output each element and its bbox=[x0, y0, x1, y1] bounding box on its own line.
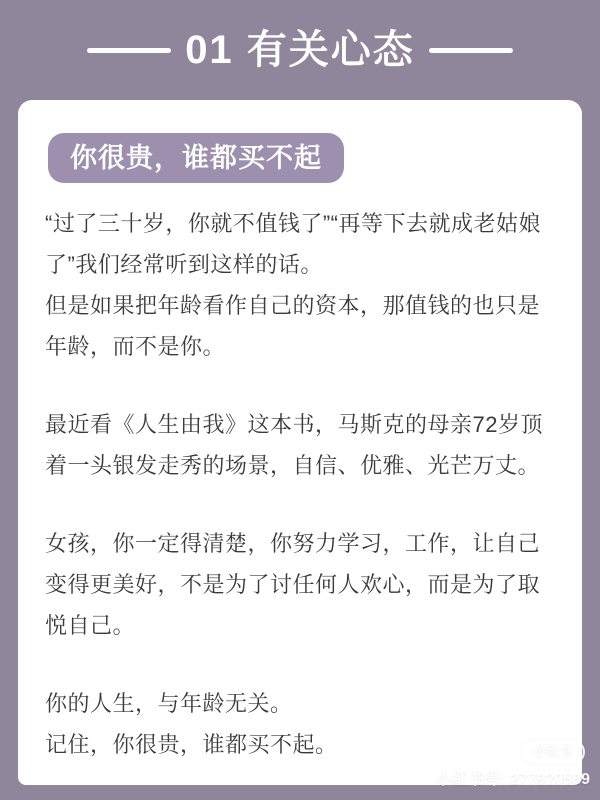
article-body bbox=[45, 203, 559, 765]
section-header bbox=[0, 0, 600, 100]
xiaohongshu-logo-badge: 小红书 bbox=[521, 740, 585, 764]
section-title: 01 有关心态 bbox=[185, 28, 415, 72]
paragraph-1: “过了三十岁，你就不值钱了”“再等下去就成老姑娘了”我们经常听到这样的话。 bbox=[45, 211, 541, 277]
paragraph-6: 记住，你很贵，谁都买不起。 bbox=[45, 732, 338, 757]
header-dash-right bbox=[429, 48, 513, 53]
highlight-tag: 你很贵，谁都买不起 bbox=[48, 133, 344, 183]
paragraph-4: 女孩，你一定得清楚，你努力学习，工作，让自己变得更美好，不是为了讨任何人欢心，而是为了取悦自己。 bbox=[45, 531, 541, 638]
paragraph-3: 最近看《人生由我》这本书，马斯克的母亲72岁顶着一头银发走秀的场景，自信、优雅、光芒万丈。 bbox=[45, 412, 543, 478]
paragraph-5: 你的人生，与年龄无关。 bbox=[45, 691, 293, 716]
content-card bbox=[18, 100, 590, 788]
header-dash-left bbox=[87, 48, 171, 53]
xiaohongshu-account-id: 小红书号: 277920589 bbox=[436, 771, 590, 788]
paragraph-2: 但是如果把年龄看作自己的资本，那值钱的也只是年龄，而不是你。 bbox=[45, 293, 541, 359]
